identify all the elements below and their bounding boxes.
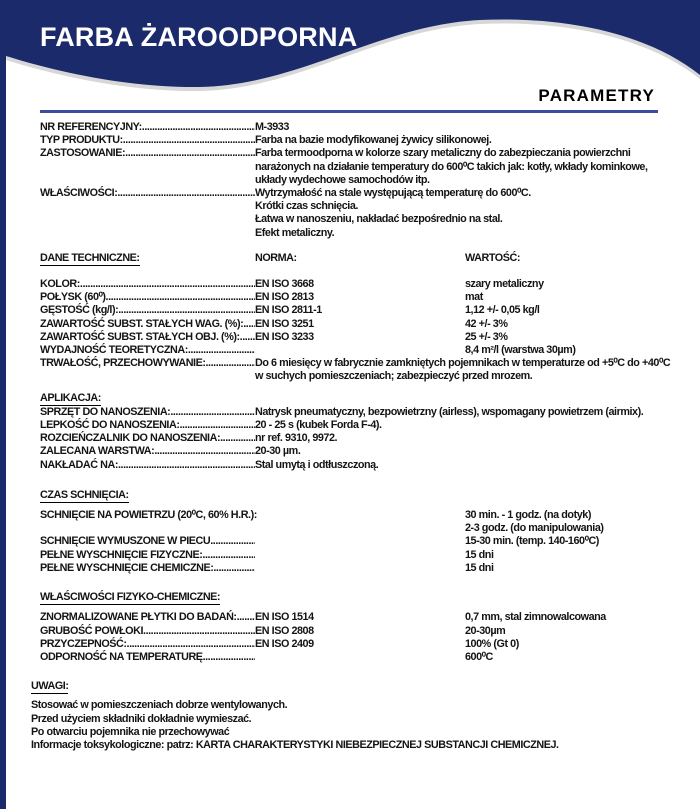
row-label-cell [40,344,255,357]
row-label-cell [40,318,255,331]
row-label-cell [40,638,255,651]
leader-dots [80,278,255,291]
section-fizyko-chemiczne-header [40,591,672,605]
row-label: PEŁNE WYSCHNIĘCIE FIZYCZNE: [40,548,203,561]
norma-cell: EN ISO 3668 [255,278,314,291]
leader-dots [243,318,255,331]
table-row [40,651,672,664]
leader-dots [210,535,255,548]
row-value-line: Łatwa w nanoszeniu, nakładać bezpośrednio na stal. [255,213,503,226]
fizyko-chemiczne-rows [40,611,672,664]
column-header-norma: NORMA: [255,251,297,264]
row-label: TYP PRODUKTU: [40,134,123,147]
column-header-wartosc: WARTOŚĆ: [465,251,520,264]
value-cell: Stal umytą i odtłuszczoną. [255,458,379,471]
table-row [40,445,672,458]
norma-cell: EN ISO 2808 [255,624,314,637]
value-cell: 100% (Gt 0) [465,637,519,650]
row-label: PEŁNE WYSCHNIĘCIE CHEMICZNE: [40,561,214,574]
row-label: LEPKOŚĆ DO NANOSZENIA: [40,419,180,432]
section-dane-techniczne-header [40,252,672,266]
row-value-cell [255,121,672,134]
value-cell: 42 +/- 3% [465,317,508,330]
table-row [40,625,672,638]
table-row [40,406,672,419]
row-label: ODPORNOŚĆ NA TEMPERATURĘ [40,650,203,663]
row-value-cell [255,147,672,187]
table-row [40,509,672,535]
info-row [40,134,672,147]
row-label: NR REFERENCYJNY: [40,121,142,133]
norma-cell: EN ISO 2813 [255,291,314,304]
row-label-cell [40,406,255,419]
row-value-line: narażonych na działanie temperatury do 600⁰C takich jak: kotły, wkłady kominkowe, [255,160,648,173]
row-label: NAKŁADAĆ NA: [40,458,118,471]
value-cell: 25 +/- 3% [465,330,508,343]
notes-line: Stosować w pomieszczeniach dobrze wentylowanych. [31,699,288,712]
row-label-cell [40,278,255,291]
row-label: TRWAŁOŚĆ, PRZECHOWYWANIE: [40,357,206,370]
row-label: GRUBOŚĆ POWŁOKI [40,624,144,637]
table-row [40,432,672,445]
value-cell: 8,4 m²/l (warstwa 30µm) [465,344,576,357]
row-label-cell [40,134,255,147]
row-label-cell [40,419,255,432]
row-value-line: 30 min. - 1 godz. (na dotyk) [465,509,591,522]
norma-cell: EN ISO 3251 [255,317,314,330]
table-row [40,535,672,548]
value-cell: 600⁰C [465,650,493,663]
norma-cell: EN ISO 1514 [255,611,314,624]
row-label: ZALECANA WARSTWA: [40,445,155,458]
row-label: ZAWARTOŚĆ SUBST. STAŁYCH WAG. (%): [40,317,244,330]
table-row [40,291,672,304]
value-cell: 20 - 25 s (kubek Forda F-4). [255,419,382,432]
leader-dots [127,638,255,651]
row-label-cell [40,651,255,664]
leader-dots [179,419,255,432]
info-row [40,121,672,134]
leader-dots [106,291,255,304]
row-label: ZASTOSOWANIE: [40,147,126,160]
row-label-cell [40,187,255,200]
value-cell: 20-30 µm. [255,445,301,458]
document-body [31,121,672,752]
row-label-cell [40,549,255,562]
row-label: POŁYSK (60⁰) [40,291,106,304]
leader-dots [123,134,255,147]
table-row-storage [40,357,672,383]
leader-dots [125,147,255,160]
norma-cell: EN ISO 2811-1 [255,304,322,317]
row-label: GĘSTOŚĆ (kg/l): [40,304,119,317]
value-cell: 15-30 min. (temp. 140-160⁰C) [465,535,599,548]
notes-line: Przed użyciem składniki dokładnie wymieszać. [31,712,252,725]
row-label-cell [40,535,255,548]
value-cell: Natrysk pneumatyczny, bezpowietrzny (airless), wspomagany powietrzem (airmix). [255,405,644,418]
product-title: FARBA ŻAROODPORNA [40,22,358,52]
row-label: ZNORMALIZOWANE PŁYTKI DO BADAŃ: [40,611,237,624]
table-row [40,611,672,624]
row-value-line: Farba na bazie modyfikowanej żywicy silikonowej. [255,134,492,147]
row-value-line: Do 6 miesięcy w fabrycznie zamkniętych pojemnikach w temperaturze od +5⁰C do +40⁰C [255,357,671,370]
row-value-cell [255,134,672,147]
table-row [40,278,672,291]
section-heading: CZAS SCHNIĘCIA: [40,489,129,503]
row-label: SPRZĘT DO NANOSZENIA: [40,405,171,418]
table-row [40,549,672,562]
page-subtitle: PARAMETRY [538,86,655,105]
table-row [40,562,672,575]
norma-cell: EN ISO 3233 [255,330,314,343]
dane-techniczne-rows [40,278,672,384]
left-edge-stripe [0,0,6,809]
row-label-cell [40,445,255,458]
row-label-cell [40,625,255,638]
leader-dots [203,651,255,664]
row-label: ROZCIEŃCZALNIK DO NANOSZENIA: [40,432,221,445]
norma-cell: EN ISO 2409 [255,637,314,650]
row-value-line: Farba termoodporna w kolorze szary metaliczny do zabezpieczania powierzchni [255,147,631,160]
leader-dots [220,432,255,445]
header-rule [40,110,658,113]
row-label: SCHNIĘCIE NA POWIETRZU (20⁰C, 60% H.R.): [40,509,257,522]
row-value-line: Wytrzymałość na stale występującą temperaturę do 600⁰C. [255,187,531,200]
row-label-cell [40,357,255,370]
row-value-line: Efekt metaliczny. [255,226,335,239]
section-heading-cell [40,252,255,266]
row-label-cell [40,147,255,160]
section-heading: WŁAŚCIWOŚCI FIZYKO-CHEMICZNE: [40,591,220,605]
value-cell: 15 dni [465,561,494,574]
row-label-cell [40,121,255,134]
row-label-cell [40,611,255,624]
row-label: KOLOR: [40,278,80,291]
section-aplikacja-header [40,392,672,406]
info-row [40,147,672,187]
table-row [40,331,672,344]
table-row [40,419,672,432]
leader-dots [213,562,255,575]
aplikacja-rows [40,406,672,472]
row-value-line: Krótki czas schnięcia. [255,200,358,213]
notes-line: Po otwarciu pojemnika nie przechowywać [31,725,230,738]
row-label-cell [40,432,255,445]
info-row [40,187,672,240]
row-label-cell [40,459,255,472]
notes-line: Informacje toksykologiczne: patrz: KARTA CHARAKTERYSTYKI NIEBEZPIECZNEJ SUBSTANCJI CHEMICZNEJ. [31,738,559,751]
table-row [40,318,672,331]
table-row [40,344,672,357]
row-label: PRZYCZEPNOŚĆ: [40,637,127,650]
value-cell: szary metaliczny [465,278,544,291]
row-value-cell [465,509,672,535]
row-value-line: 2-3 godz. (do manipulowania) [465,522,604,535]
row-value-line: M-3933 [255,121,289,133]
section-heading: UWAGI: [31,680,68,694]
row-value-line: układy wydechowe samochodów itp. [255,173,430,186]
leader-dots [118,304,255,317]
value-cell: 1,12 +/- 0,05 kg/l [465,304,540,317]
leader-dots [206,357,256,370]
row-label: WŁAŚCIWOŚCI: [40,187,118,200]
value-cell: 15 dni [465,548,494,561]
row-label-cell [40,562,255,575]
section-uwagi-header [31,680,672,694]
row-label: ZAWARTOŚĆ SUBST. STAŁYCH OBJ. (%): [40,330,240,343]
value-cell: mat [465,291,483,304]
row-label: WYDAJNOŚĆ TEORETYCZNA: [40,344,188,357]
section-heading: DANE TECHNICZNE: [40,252,140,266]
leader-dots [240,331,255,344]
section-heading: APLIKACJA: [40,392,101,406]
row-value-line: w suchych pomieszczeniach; zabezpieczyć przed mrozem. [255,370,533,383]
table-row [40,638,672,651]
leader-dots [202,549,255,562]
row-label-cell [40,331,255,344]
leader-dots [154,445,255,458]
section-uwagi [31,680,672,752]
row-value-cell [255,187,672,240]
leader-dots [118,459,255,472]
row-label-cell [40,291,255,304]
leader-dots [188,344,255,357]
row-label: SCHNIĘCIE WYMUSZONE W PIECU [40,535,211,548]
uwagi-notes [31,699,672,752]
leader-dots [143,625,255,638]
value-cell: 0,7 mm, stal zimnowalcowana [465,611,606,624]
leader-dots [237,611,255,624]
row-value-cell [255,357,672,383]
czas-schniecia-rows [40,509,672,575]
leader-dots [142,121,255,134]
value-cell: 20-30µm [465,624,506,637]
table-row [40,459,672,472]
value-cell: nr ref. 9310, 9972. [255,432,338,445]
leader-dots [170,406,255,419]
leader-dots [117,187,255,200]
row-label-cell [40,304,255,317]
table-row [40,304,672,317]
section-czas-schniecia-header [40,489,672,503]
